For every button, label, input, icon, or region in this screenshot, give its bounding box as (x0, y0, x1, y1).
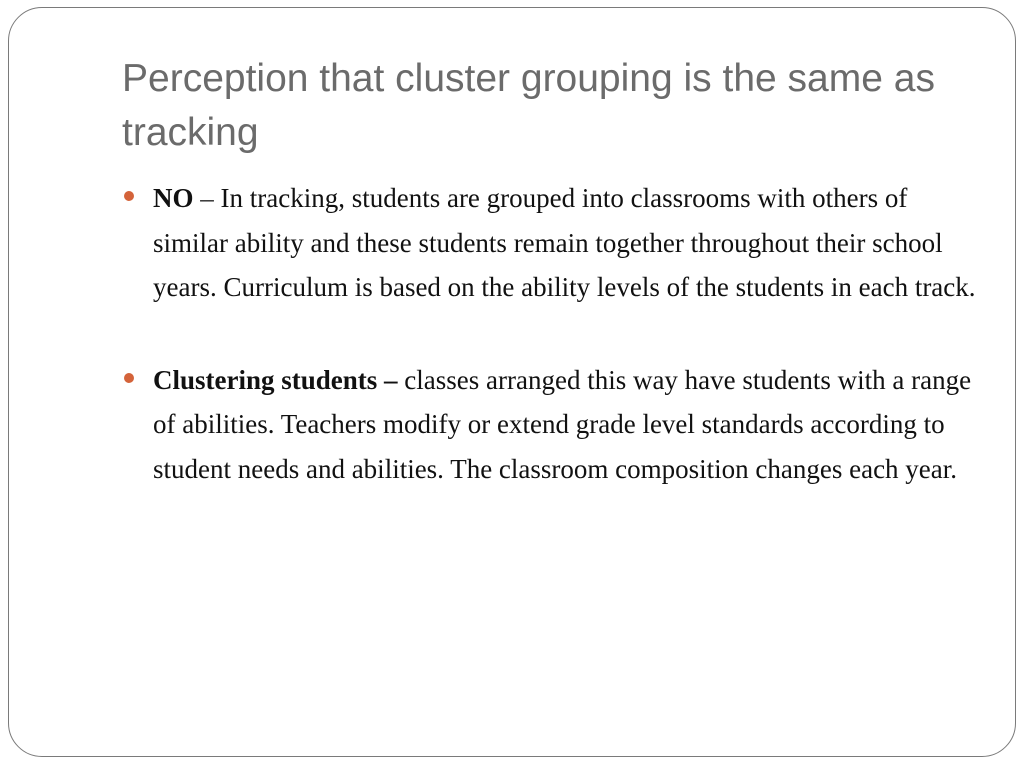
slide-title: Perception that cluster grouping is the same as tracking (122, 57, 935, 154)
bullet-text: In tracking, students are grouped into classrooms with others of similar ability and these students remain together throughout their school years. Curriculum is based on the ability levels of the students in each track. (153, 183, 976, 302)
bullet-lead: Clustering students – (153, 364, 398, 395)
bullet-list (122, 176, 982, 491)
bullet-lead: NO (153, 183, 194, 213)
bullet-item-no (122, 176, 982, 310)
bullet-separator: – (193, 183, 221, 213)
bullet-dot-icon (124, 373, 134, 383)
bullet-item-clustering (122, 358, 982, 492)
bullet-dot-icon (124, 191, 134, 201)
slide-frame (8, 7, 1016, 757)
bullet-text: classes arranged this way have students with a range of abilities. Teachers modify or extend grade level standards according to student needs and abilities. The classroom composition changes each year. (153, 364, 972, 484)
